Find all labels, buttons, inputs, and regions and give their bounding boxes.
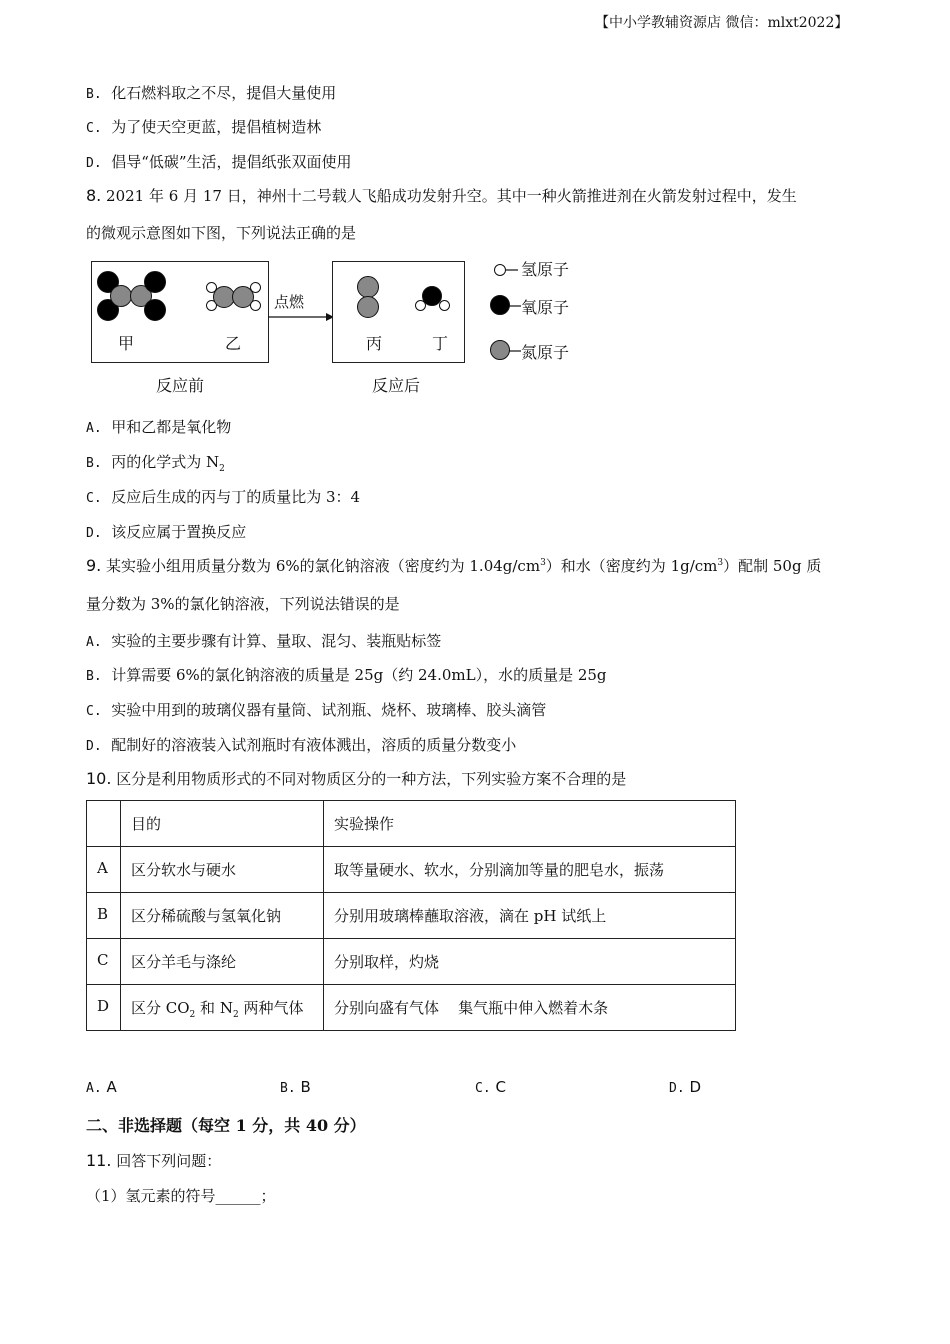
table-header-cell xyxy=(87,801,121,847)
oxygen-atom xyxy=(144,299,166,321)
row-id: D xyxy=(87,985,121,1031)
q9-option-d xyxy=(86,734,516,755)
purpose-text: 两种气体 xyxy=(238,999,304,1017)
option-letter: D. xyxy=(669,1081,685,1096)
q11-part1: （1）氢元素的符号______； xyxy=(86,1187,276,1205)
label-jia: 甲 xyxy=(118,334,135,353)
question-text: 2021 年 6 月 17 日，神州十二号载人飞船成功发射升空。其中一种火箭推进剂在火箭发射过程中，发生 xyxy=(106,187,797,205)
subscript: 2 xyxy=(219,464,225,474)
option-text: 化石燃料取之不尽，提倡大量使用 xyxy=(111,84,337,102)
q7-option-d xyxy=(86,151,352,172)
hydrogen-atom xyxy=(250,300,261,311)
reaction-diagram xyxy=(88,255,608,400)
q9-option-c xyxy=(86,699,546,720)
option-letter: C. xyxy=(475,1081,491,1096)
nitrogen-atom xyxy=(357,296,379,318)
legend-oxygen: 氧原子 xyxy=(521,298,570,317)
question-number: 11. xyxy=(86,1151,112,1170)
hydrogen-atom xyxy=(250,282,261,293)
question-number: 10. xyxy=(86,769,112,788)
q10-choice-c xyxy=(475,1078,506,1096)
nitrogen-atom xyxy=(357,276,379,298)
option-letter: C. xyxy=(86,491,102,506)
option-text: B xyxy=(300,1078,311,1096)
q10-choice-d xyxy=(669,1078,701,1096)
question-text: ）和水（密度约为 1g/cm xyxy=(545,557,718,575)
row-purpose: 区分羊毛与涤纶 xyxy=(121,939,324,985)
q10-stem xyxy=(86,768,626,789)
legend-line xyxy=(509,350,521,352)
option-letter: D. xyxy=(86,739,102,754)
q8-option-d xyxy=(86,521,246,542)
q7-option-c xyxy=(86,116,321,137)
option-letter: C. xyxy=(86,704,102,719)
q9-stem-line2: 量分数为 3%的氯化钠溶液，下列说法错误的是 xyxy=(86,595,400,613)
option-text: 计算需要 6%的氯化钠溶液的质量是 25g（约 24.0mL），水的质量是 25g xyxy=(111,666,607,684)
oxygen-atom xyxy=(144,271,166,293)
option-letter: B. xyxy=(86,87,102,102)
table-row xyxy=(87,893,736,939)
nitrogen-atom-legend xyxy=(490,340,510,360)
nitrogen-atom xyxy=(110,285,132,307)
option-letter: A. xyxy=(86,1081,102,1096)
option-text: C xyxy=(495,1078,506,1096)
hydrogen-atom xyxy=(439,300,450,311)
question-text: 区分是利用物质形式的不同对物质区分的一种方法，下列实验方案不合理的是 xyxy=(116,770,627,788)
q10-table xyxy=(86,800,736,1031)
label-ding: 丁 xyxy=(432,334,449,353)
option-letter: B. xyxy=(86,669,102,684)
question-text: 某实验小组用质量分数为 6%的氯化钠溶液（密度约为 1.04g/cm xyxy=(106,557,541,575)
arrow-label: 点燃 xyxy=(274,293,305,311)
table-row xyxy=(87,985,736,1031)
option-text: 为了使天空更蓝，提倡植树造林 xyxy=(111,118,322,136)
legend-hydrogen: 氢原子 xyxy=(521,260,570,279)
row-purpose xyxy=(121,985,324,1031)
label-after: 反应后 xyxy=(372,376,421,395)
q8-option-a xyxy=(86,416,231,437)
option-letter: C. xyxy=(86,121,102,136)
option-letter: A. xyxy=(86,635,102,650)
q8-option-b xyxy=(86,451,225,474)
legend-nitrogen: 氮原子 xyxy=(521,343,570,362)
q11-stem xyxy=(86,1150,221,1171)
question-number: 9. xyxy=(86,556,102,575)
row-operation: 分别取样，灼烧 xyxy=(324,939,736,985)
purpose-text: 区分 CO xyxy=(131,999,190,1017)
q8-option-c xyxy=(86,486,360,507)
option-text: 该反应属于置换反应 xyxy=(111,523,247,541)
option-letter: B. xyxy=(280,1081,296,1096)
row-operation: 取等量硬水、软水，分别滴加等量的肥皂水，振荡 xyxy=(324,847,736,893)
row-purpose: 区分软水与硬水 xyxy=(121,847,324,893)
question-number: 8. xyxy=(86,186,102,205)
option-letter: B. xyxy=(86,456,102,471)
option-text: 丙的化学式为 N xyxy=(111,453,220,471)
option-text: 配制好的溶液装入试剂瓶时有液体溅出，溶质的质量分数变小 xyxy=(111,736,517,754)
option-text: 实验中用到的玻璃仪器有量筒、试剂瓶、烧杯、玻璃棒、胶头滴管 xyxy=(111,701,547,719)
purpose-text: 和 N xyxy=(195,999,233,1017)
oxygen-atom-legend xyxy=(490,295,510,315)
row-purpose: 区分稀硫酸与氢氧化钠 xyxy=(121,893,324,939)
legend-line xyxy=(506,269,518,271)
table-header-row xyxy=(87,801,736,847)
table-header-cell: 实验操作 xyxy=(324,801,736,847)
row-operation: 分别用玻璃棒蘸取溶液，滴在 pH 试纸上 xyxy=(324,893,736,939)
row-id: A xyxy=(87,847,121,893)
subscript: 2 xyxy=(232,1010,239,1020)
option-text: 反应后生成的丙与丁的质量比为 3：4 xyxy=(111,488,361,506)
reaction-arrow xyxy=(268,311,334,323)
option-text: 实验的主要步骤有计算、量取、混匀、装瓶贴标签 xyxy=(111,632,442,650)
q9-option-b xyxy=(86,664,607,685)
hydrogen-atom xyxy=(415,300,426,311)
table-row xyxy=(87,847,736,893)
table-header-cell: 目的 xyxy=(121,801,324,847)
option-text: 倡导“低碳”生活，提倡纸张双面使用 xyxy=(111,153,352,171)
label-bing: 丙 xyxy=(366,334,383,353)
subscript: 2 xyxy=(189,1010,196,1020)
watermark: 【中小学教辅资源店 微信：mlxt2022】 xyxy=(595,15,849,31)
superscript: 3 xyxy=(717,558,724,568)
table-row xyxy=(87,939,736,985)
row-operation: 分别向盛有气体 集气瓶中伸入燃着木条 xyxy=(324,985,736,1031)
q9-option-a xyxy=(86,630,441,651)
q7-option-b xyxy=(86,82,336,103)
option-text: D xyxy=(689,1078,701,1096)
q8-stem-line2: 的微观示意图如下图，下列说法正确的是 xyxy=(86,224,357,242)
q8-stem-line1 xyxy=(86,185,797,206)
q9-stem-line1 xyxy=(86,555,821,576)
q10-choice-b xyxy=(280,1078,311,1096)
option-text: 甲和乙都是氧化物 xyxy=(111,418,232,436)
row-id: B xyxy=(87,893,121,939)
option-letter: D. xyxy=(86,526,102,541)
option-letter: D. xyxy=(86,156,102,171)
question-text: 回答下列问题： xyxy=(116,1152,222,1170)
option-letter: A. xyxy=(86,421,102,436)
option-text: A xyxy=(106,1078,117,1096)
legend-line xyxy=(509,305,521,307)
superscript: 3 xyxy=(540,558,546,568)
question-text: ）配制 50g 质 xyxy=(723,557,822,575)
section-title: 二、非选择题（每空 1 分，共 40 分） xyxy=(86,1116,366,1135)
q10-choice-a xyxy=(86,1078,117,1096)
label-before: 反应前 xyxy=(156,376,205,395)
row-id: C xyxy=(87,939,121,985)
hydrogen-atom-legend xyxy=(494,264,506,276)
label-yi: 乙 xyxy=(225,334,242,353)
